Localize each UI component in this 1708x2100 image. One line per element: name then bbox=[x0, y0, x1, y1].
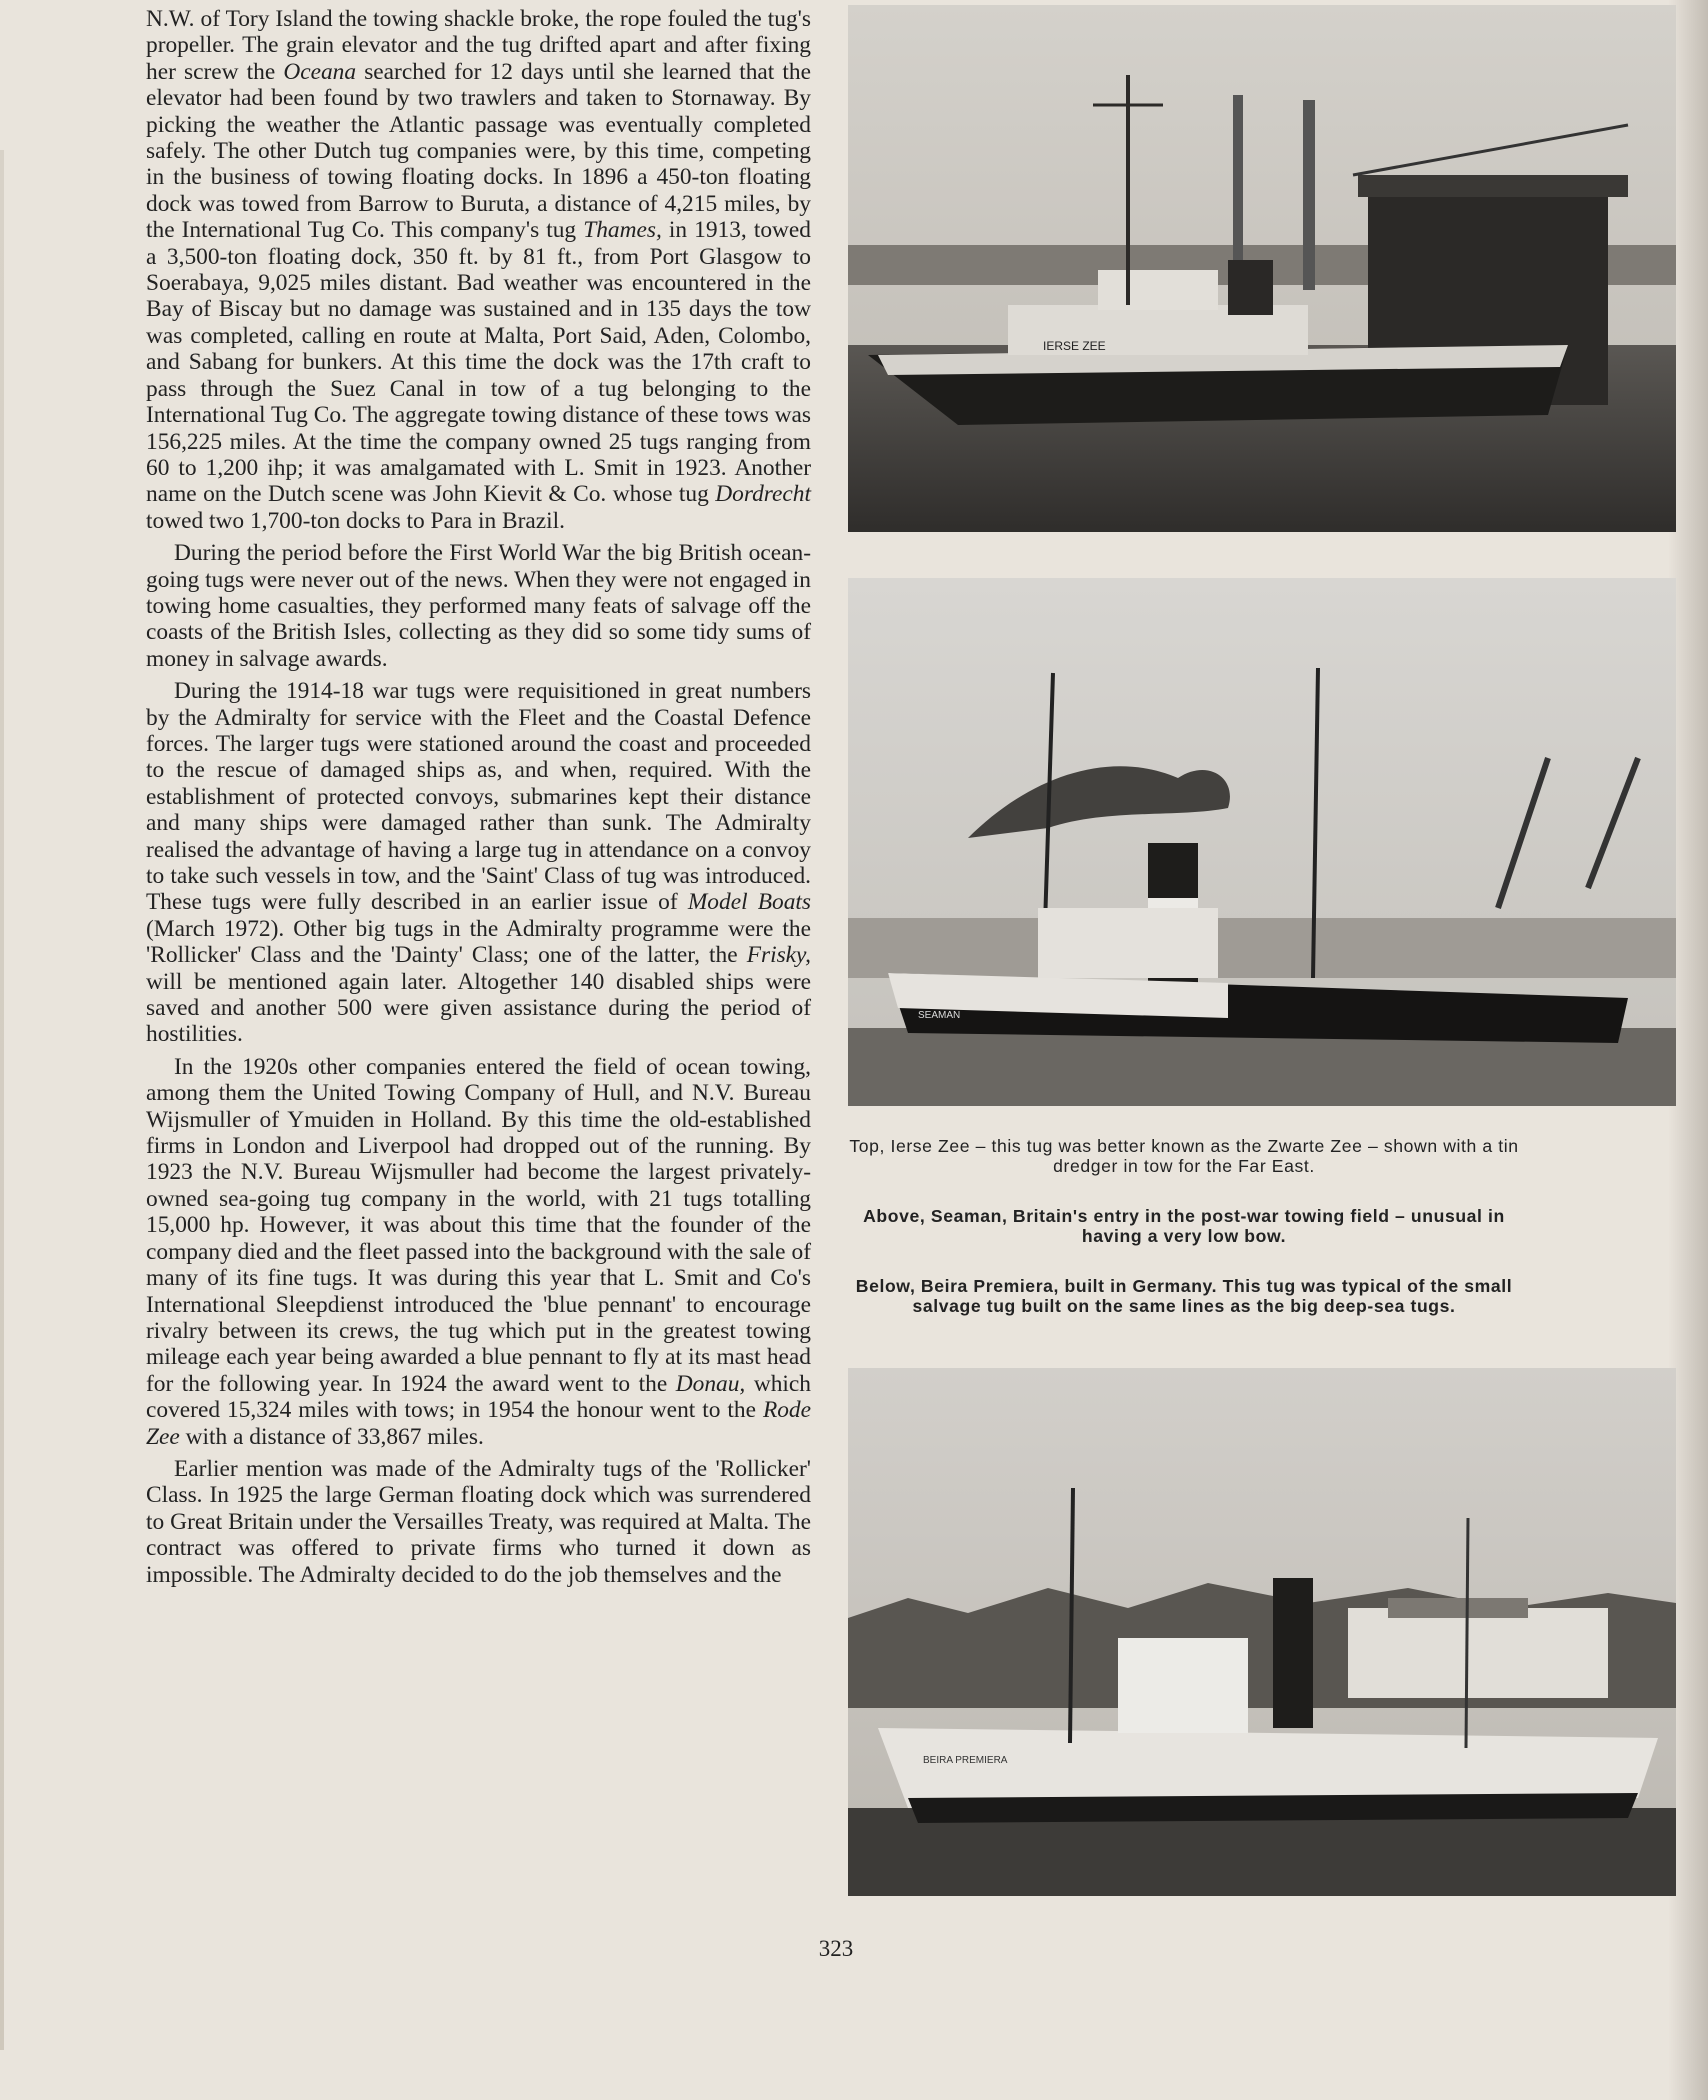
hull-lettering: BEIRA PREMIERA bbox=[923, 1755, 1008, 1766]
article-paragraph-4 bbox=[146, 1054, 811, 1450]
hull-lettering: SEAMAN bbox=[918, 1010, 961, 1021]
page-edge-shadow bbox=[0, 150, 4, 2050]
text-run: In the 1920s other companies entered the field of ocean towing, among them the United Towing Company of Hull, and N.V. Bureau Wijsmuller of Ymuiden in Holland. By this time the old-established firms in London and Liverpool had dropped out of the running. By 1923 the N.V. Bureau Wijsmuller had become the largest privately-owned sea-going tug company in the world, with 21 tugs totalling 15,000 hp. However, it was about this time that the founder of the company died and the fleet passed into the background with the sale of many of its fine tugs. It was during this year that L. Smit and Co's International Sleepdienst introduced the 'blue pennant' to encourage rivalry between its crews, the tug which put in the greatest towing mileage each year being awarded a blue pennant to fly at its mast head for the following year. In 1924 the award went to the bbox=[146, 1053, 811, 1397]
text-run: N.W. of Tory Island the towing shackle broke, the rope fouled the tug's propeller. The grain elevator and the tug drifted apart and after fixing her screw the bbox=[146, 6, 811, 85]
article-paragraph-2: During the period before the First World War the big British ocean-going tugs were never out of the news. When they were not engaged in towing home casualties, they performed many feats of salvage off the coasts of the British Isles, collecting as they did so some tidy sums of money in salvage awards. bbox=[146, 540, 811, 672]
ship-name-italic: Oceana bbox=[283, 58, 357, 85]
page-number: 323 bbox=[818, 1936, 854, 1961]
text-run: which covered 15,324 miles with tows; in 1954 the honour went to the bbox=[146, 1370, 811, 1424]
photo-ierse-zee-drawing bbox=[848, 5, 1676, 532]
article-paragraph-3 bbox=[146, 678, 811, 1048]
photo-ierse-zee bbox=[848, 5, 1676, 532]
photo-beira-premiera-drawing bbox=[848, 1368, 1676, 1896]
ship-name-italic: Frisky, bbox=[746, 942, 811, 969]
hull-lettering: IERSE ZEE bbox=[1043, 339, 1106, 353]
caption-above: Above, Seaman, Britain's entry in the post-war towing field – unusual in having a very low bow. bbox=[863, 1206, 1505, 1246]
ship-name-italic: Dordrecht bbox=[715, 481, 811, 508]
article-paragraph-1 bbox=[146, 6, 811, 534]
article-paragraph-5: Earlier mention was made of the Admiralty tugs of the 'Rollicker' Class. In 1925 the large German floating dock which was surrendered to Great Britain under the Versailles Treaty, was required at Malta. The contract was offered to private firms who turned it down as impossible. The Admiralty decided to do the job themselves and the bbox=[146, 1455, 811, 1588]
text-run: During the 1914-18 war tugs were requisitioned in great numbers by the Admiralty for service with the Fleet and the Coastal Defence forces. The larger tugs were stationed around the coast and proceeded to the rescue of damaged ships as, and when, required. With the establishment of protected convoys, submarines kept their distance and many ships were damaged rather than sunk. The Admiralty realised the advantage of having a large tug in attendance on a convoy to take such vessels in tow, and the 'Saint' Class of tug was introduced. These tugs were fully described in an earlier issue of bbox=[146, 678, 811, 916]
text-run: towed two 1,700-ton docks to Para in Brazil. bbox=[146, 507, 566, 534]
caption-top: Top, Ierse Zee – this tug was better known as the Zwarte Zee – shown with a tin dredger in tow for the Far East. bbox=[849, 1136, 1519, 1176]
text-run: with a distance of 33,867 miles. bbox=[179, 1423, 484, 1450]
photo-seaman-drawing bbox=[848, 578, 1676, 1106]
photo-captions bbox=[846, 1136, 1522, 1346]
caption-below: Below, Beira Premiera, built in Germany. This tug was typical of the small salvage tug built on the same lines as the big deep-sea tugs. bbox=[855, 1276, 1513, 1316]
photo-seaman bbox=[848, 578, 1676, 1106]
ship-name-italic: Rode Zee bbox=[146, 1397, 811, 1450]
text-run: (March 1972). Other big tugs in the Admiralty programme were the 'Rollicker' Class and the 'Dainty' Class; one of the latter, the bbox=[146, 915, 811, 969]
text-run: will be mentioned again later. Altogether 140 disabled ships were saved and another 500 were given assistance during the period of hostilities. bbox=[146, 968, 811, 1048]
ship-name-italic: Thames, bbox=[583, 217, 662, 244]
ship-name-italic: Donau, bbox=[675, 1370, 746, 1397]
text-run: searched for 12 days until she learned that the elevator had been found by two trawlers and taken to Stornaway. By picking the weather the Atlantic passage was eventually completed safely. The other Dutch tug companies were, by this time, competing in the business of towing floating docks. In 1896 a 450-ton floating dock was towed from Barrow to Buruta, a distance of 4,215 miles, by the International Tug Co. This company's tug bbox=[146, 58, 811, 244]
magazine-title-italic: Model Boats bbox=[687, 889, 811, 916]
photo-beira-premiera bbox=[848, 1368, 1676, 1896]
article-text-column bbox=[146, 6, 811, 1594]
text-run: in 1913, towed a 3,500-ton floating dock, 350 ft. by 81 ft., from Port Glasgow to Soerabaya, 9,025 miles distant. Bad weather was encountered in the Bay of Biscay but no damage was sustained and in 135 days the tow was completed, calling en route at Malta, Port Said, Aden, Colombo, and Sabang for bunkers. At this time the dock was the 17th craft to pass through the Suez Canal in tow of a tug belonging to the International Tug Co. The aggregate towing distance of these tows was 156,225 miles. At the time the company owned 25 tugs ranging from 60 to 1,200 ihp; it was amalgamated with L. Smit in 1923. Another name on the Dutch scene was John Kievit & Co. whose tug bbox=[146, 217, 811, 508]
